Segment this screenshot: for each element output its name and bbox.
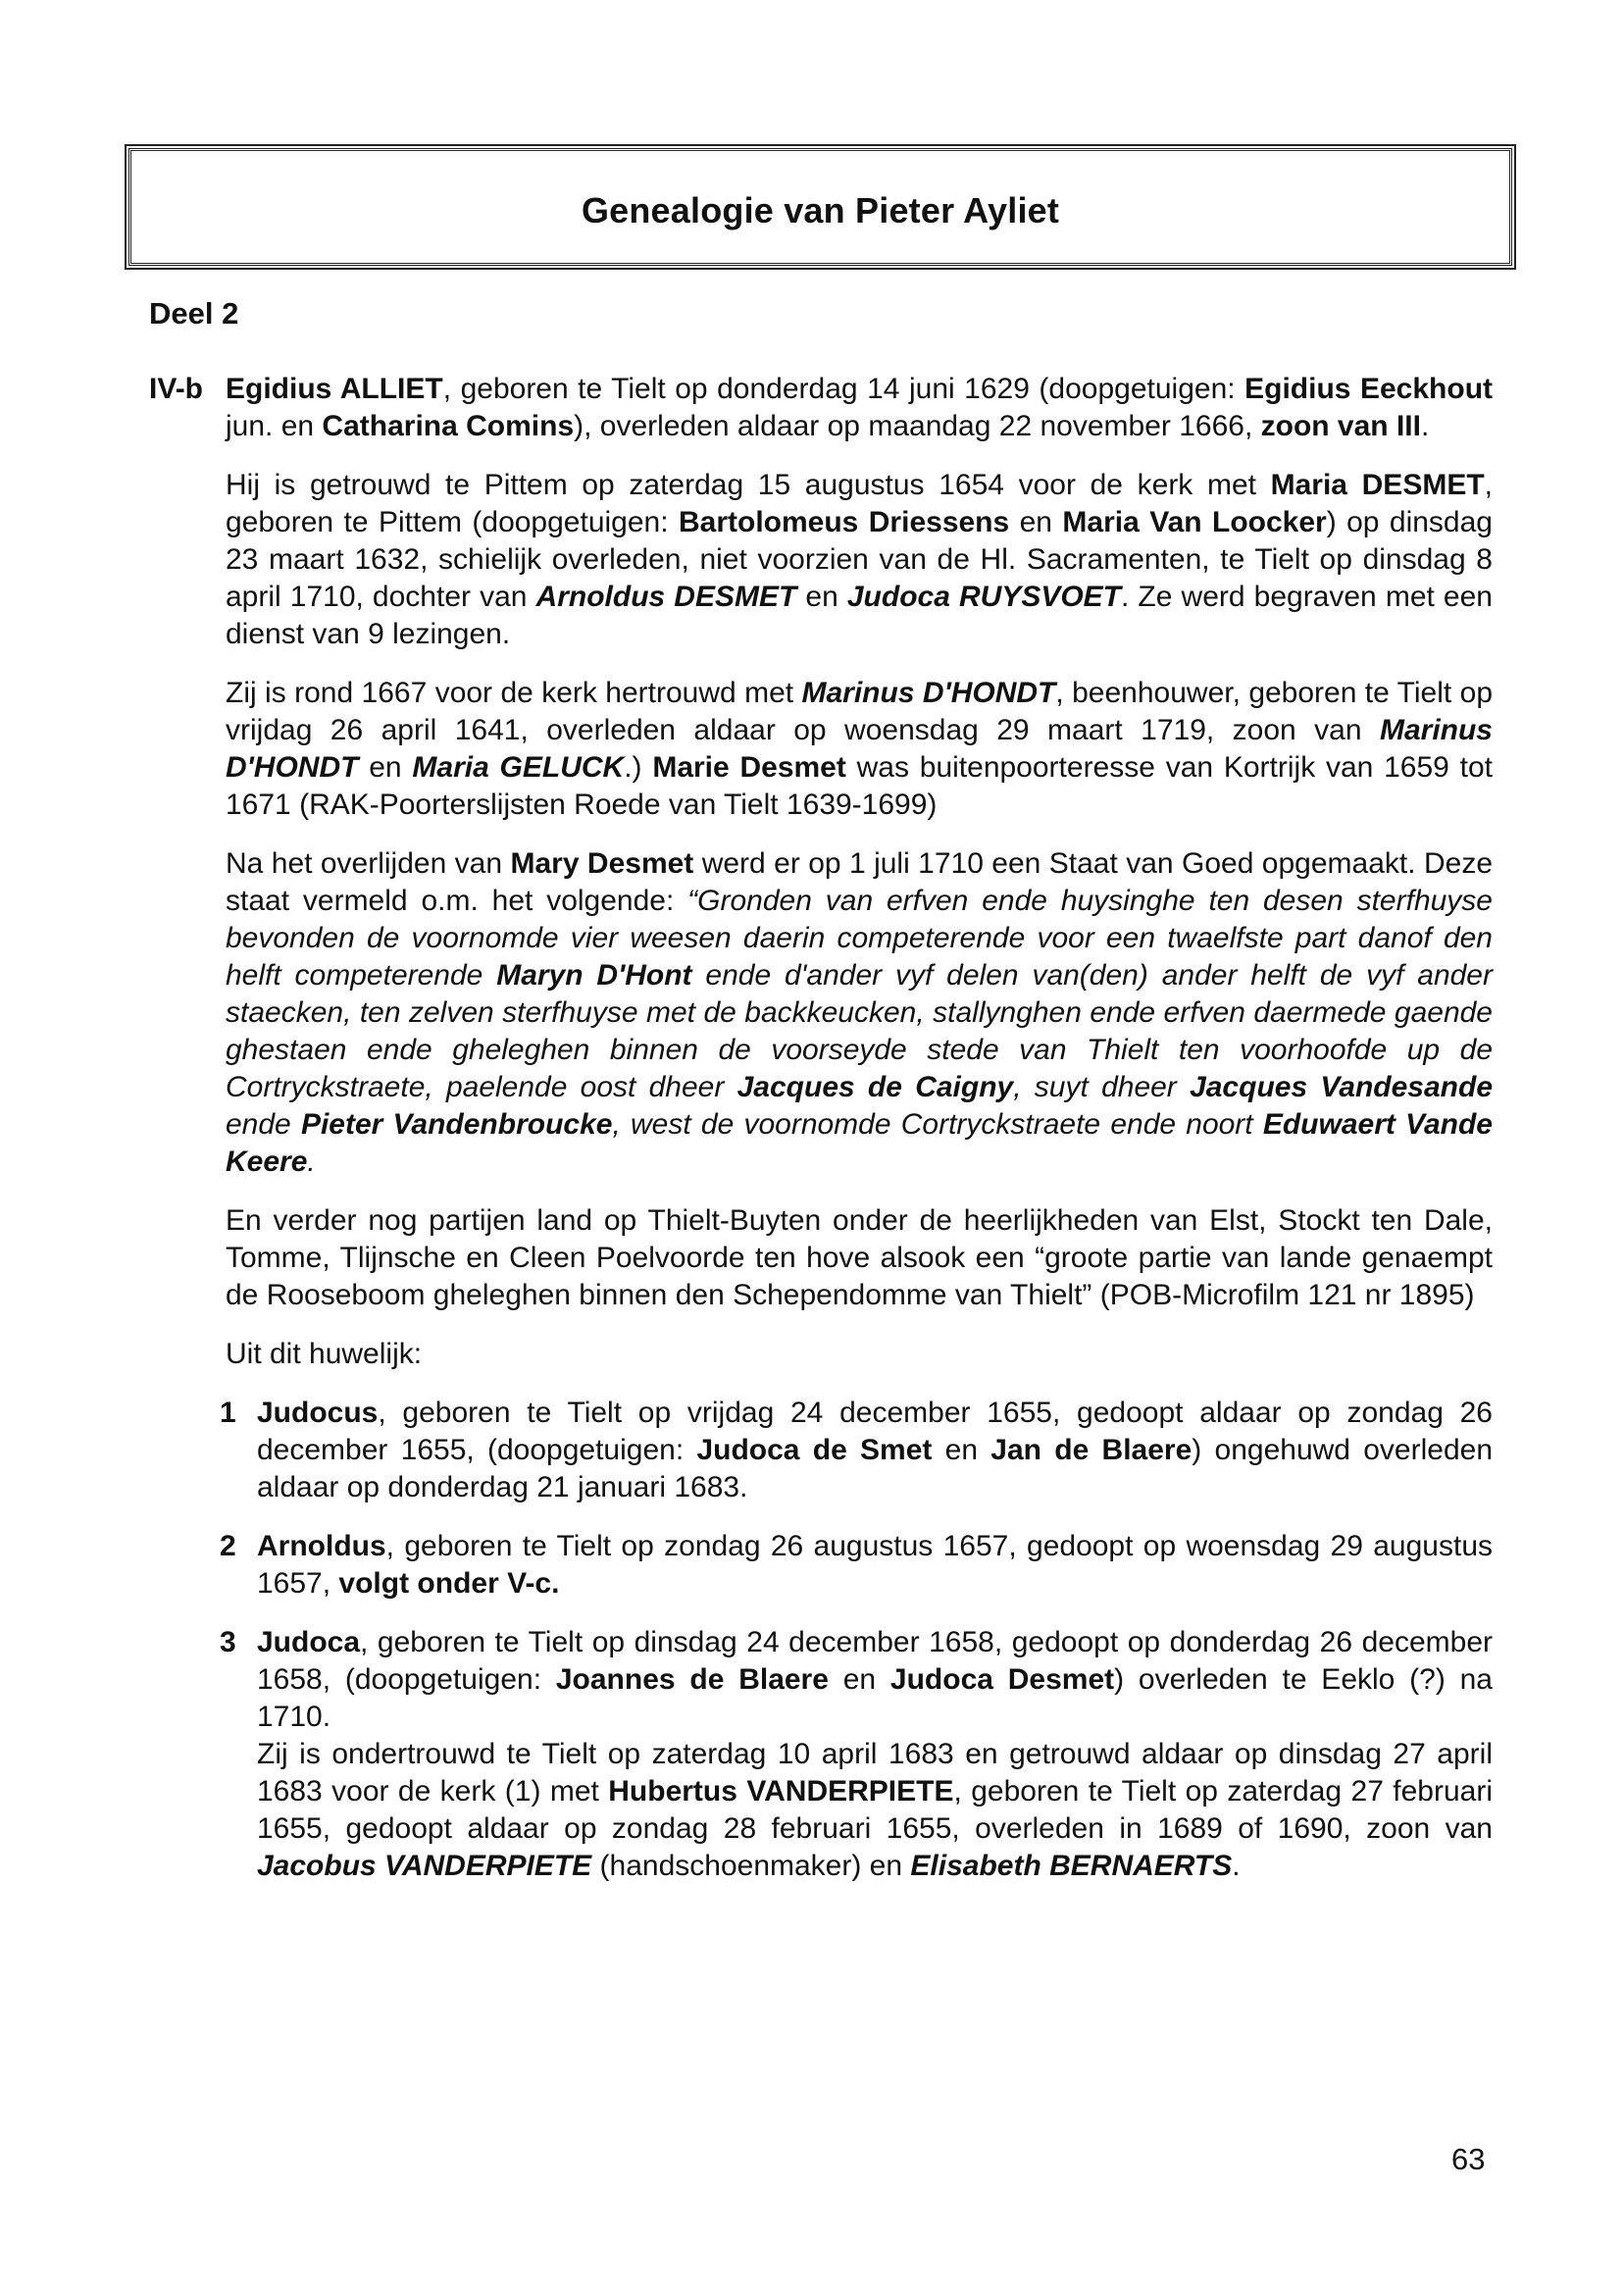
child-item (220, 1528, 1493, 1603)
text-run: Uit dit huwelijk: (226, 1338, 423, 1370)
land-paragraph (226, 1202, 1493, 1314)
bold-italic-name: Judoca RUYSVOET (846, 581, 1122, 613)
page-title: Genealogie van Pieter Ayliet (581, 190, 1060, 230)
italic-text: . (307, 1146, 316, 1178)
text-run: , geboren te Pittem (doopgetuigen: (226, 469, 1493, 538)
text-run: ) ongehuwd overleden aldaar op donderdag 21 januari 1683. (257, 1434, 1494, 1503)
text-run: ), overleden aldaar op maandag 22 november 1666, (574, 410, 1261, 442)
bold-name: Egidius ALLIET (226, 373, 443, 405)
section-heading: Deel 2 (149, 296, 239, 331)
bold-italic-name: Arnoldus DESMET (535, 581, 797, 613)
text-run: , geboren te Tielt op zaterdag 27 februari 1655, gedoopt aldaar op zondag 28 februari 1655, overleden in 1689 of 1690, zoon van (257, 1775, 1493, 1845)
italic-text: , suyt dheer (1013, 1071, 1191, 1103)
bold-name: Arnoldus (257, 1530, 386, 1562)
children-intro (226, 1336, 1493, 1373)
text-run: (handschoenmaker) en (591, 1850, 911, 1882)
entry-id: IV-b (149, 373, 204, 405)
text-run: en (1009, 506, 1063, 538)
bold-italic-name: Maria GELUCK (412, 751, 625, 784)
child-number: 2 (220, 1530, 236, 1562)
child-number: 1 (220, 1397, 236, 1429)
child-marriage-text (257, 1736, 1493, 1885)
bold-name: Marie Desmet (652, 751, 846, 784)
bold-name: Judoca (257, 1626, 361, 1658)
bold-italic-name: Pieter Vandenbroucke (300, 1108, 613, 1141)
child-text (257, 1395, 1493, 1506)
text-run: ) op dinsdag 23 maart 1632, schielijk overleden, niet voorzien van de Hl. Sacramenten, te Tielt op dinsdag 8 april 1710, dochter van (226, 506, 1493, 613)
text-run: ) overleden te Eeklo (?) na 1710. (257, 1663, 1493, 1733)
text-run: , geboren te Tielt op dinsdag 24 december 1658, gedoopt op donderdag 26 december 1658, (doopgetuigen: (257, 1626, 1493, 1696)
bold-italic-name: Jacques Vandesande (1190, 1071, 1494, 1103)
bold-italic-name: Elisabeth BERNAERTS (910, 1850, 1233, 1882)
child-item (220, 1395, 1493, 1506)
bold-italic-name: Jacobus VANDERPIETE (257, 1850, 592, 1882)
document-body (149, 371, 1493, 1885)
text-run: .) (624, 751, 653, 784)
children-list (220, 1395, 1493, 1885)
italic-text: ende (226, 1108, 301, 1141)
bold-name: Mary Desmet (510, 847, 694, 880)
italic-text: ende d'ander vyf delen van(den) ander helft de vyf ander staecken, ten zelven sterfhuyse met de backkeucken, stallynghen ende erfven daermede gaende ghestaen ende gheleghen binnen de voorseyde stede van Thielt ten voorhoofde up de Cortryckstraete, paelende oost dheer (226, 959, 1493, 1103)
text-run: en (358, 751, 413, 784)
italic-text: , west de voornomde Cortryckstraete ende noort (612, 1108, 1263, 1141)
text-run: , geboren te Tielt op zondag 26 augustus 1657, gedoopt op woensdag 29 augustus 1657, (257, 1530, 1493, 1600)
bold-italic-name: Jacques de Caigny (736, 1071, 1014, 1103)
child-number: 3 (220, 1626, 236, 1658)
text-run: Zij is rond 1667 voor de kerk hertrouwd met (226, 677, 802, 709)
genealogy-entry (149, 371, 1493, 445)
page-number: 63 (1451, 2142, 1486, 2176)
text-run: was buitenpoorteresse van Kortrijk van 1659 tot 1671 (RAK-Poorterslijsten Roede van Tielt 1639-1699) (226, 751, 1493, 821)
text-run: . (1420, 410, 1430, 442)
bold-name: Judoca Desmet (889, 1663, 1115, 1696)
bold-name: Bartolomeus Driessens (678, 506, 1010, 538)
child-item (220, 1624, 1493, 1885)
bold-name: zoon van III (1260, 410, 1421, 442)
bold-name: Maria Van Loocker (1062, 506, 1327, 538)
bold-name: Egidius Eeckhout (1244, 373, 1494, 405)
bold-name: Catharina Comins (322, 410, 575, 442)
text-run: Hij is getrouwd te Pittem op zaterdag 15 augustus 1654 voor de kerk met (226, 469, 1271, 501)
bold-name: Judocus (257, 1397, 379, 1429)
bold-name: Jan de Blaere (990, 1434, 1193, 1466)
title-box (128, 148, 1512, 266)
estate-paragraph (226, 845, 1493, 1181)
bold-italic-name: Marinus D'HONDT (226, 714, 1493, 784)
text-run: En verder nog partijen land op Thielt-Buyten onder de heerlijkheden van Elst, Stockt ten Dale, Tomme, Tlijnsche en Cleen Poelvoorde ten hove alsook een “groote partie van lande genaempt de Rooseboom gheleghen binnen den Schependomme van Thielt” (POB-Microfilm 121 nr 1895) (226, 1204, 1493, 1311)
entry-paragraph (226, 371, 1493, 445)
italic-text: “Gronden van erfven ende huysinghe ten desen sterfhuyse bevonden de voornomde vier weesen daerin competerende voor een twaelfste part danof den helft competerende (226, 885, 1493, 992)
child-text (257, 1528, 1493, 1603)
text-run: werd er op 1 juli 1710 een Staat van Goed opgemaakt. Deze staat vermeld o.m. het volgende: (226, 847, 1493, 917)
text-run: , geboren te Tielt op donderdag 14 juni 1629 (doopgetuigen: (442, 373, 1245, 405)
bold-name: Hubertus VANDERPIETE (608, 1775, 954, 1807)
marriage-paragraph (226, 467, 1493, 653)
bold-name: Joannes de Blaere (555, 1663, 829, 1696)
text-run: , beenhouwer, geboren te Tielt op vrijdag 26 april 1641, overleden aldaar op woensdag 29 maart 1719, zoon van (226, 677, 1494, 746)
bold-italic-name: Marinus D'HONDT (801, 677, 1056, 709)
bold-italic-name: Eduwaert Vande Keere (226, 1108, 1493, 1178)
bold-name: Maria DESMET (1270, 469, 1485, 501)
text-run: Na het overlijden van (226, 847, 511, 880)
text-run: , geboren te Tielt op vrijdag 24 december 1655, gedoopt aldaar op zondag 26 december 1655, (doopgetuigen: (257, 1397, 1493, 1466)
text-run: en (796, 581, 847, 613)
text-run: . (1232, 1850, 1241, 1882)
text-run: jun. en (226, 410, 323, 442)
bold-italic-name: Maryn D'Hont (496, 959, 692, 992)
child-text (257, 1624, 1493, 1736)
bold-name: Judoca de Smet (696, 1434, 933, 1466)
remarriage-paragraph (226, 675, 1493, 824)
text-run: en (828, 1663, 890, 1696)
bold-name: volgt onder V-c. (338, 1567, 560, 1600)
text-run: . Ze werd begraven met een dienst van 9 lezingen. (226, 581, 1493, 650)
text-run: Zij is ondertrouwd te Tielt op zaterdag 10 april 1683 en getrouwd aldaar op dinsdag 27 april 1683 voor de kerk (1) met (257, 1738, 1493, 1807)
text-run: en (932, 1434, 991, 1466)
